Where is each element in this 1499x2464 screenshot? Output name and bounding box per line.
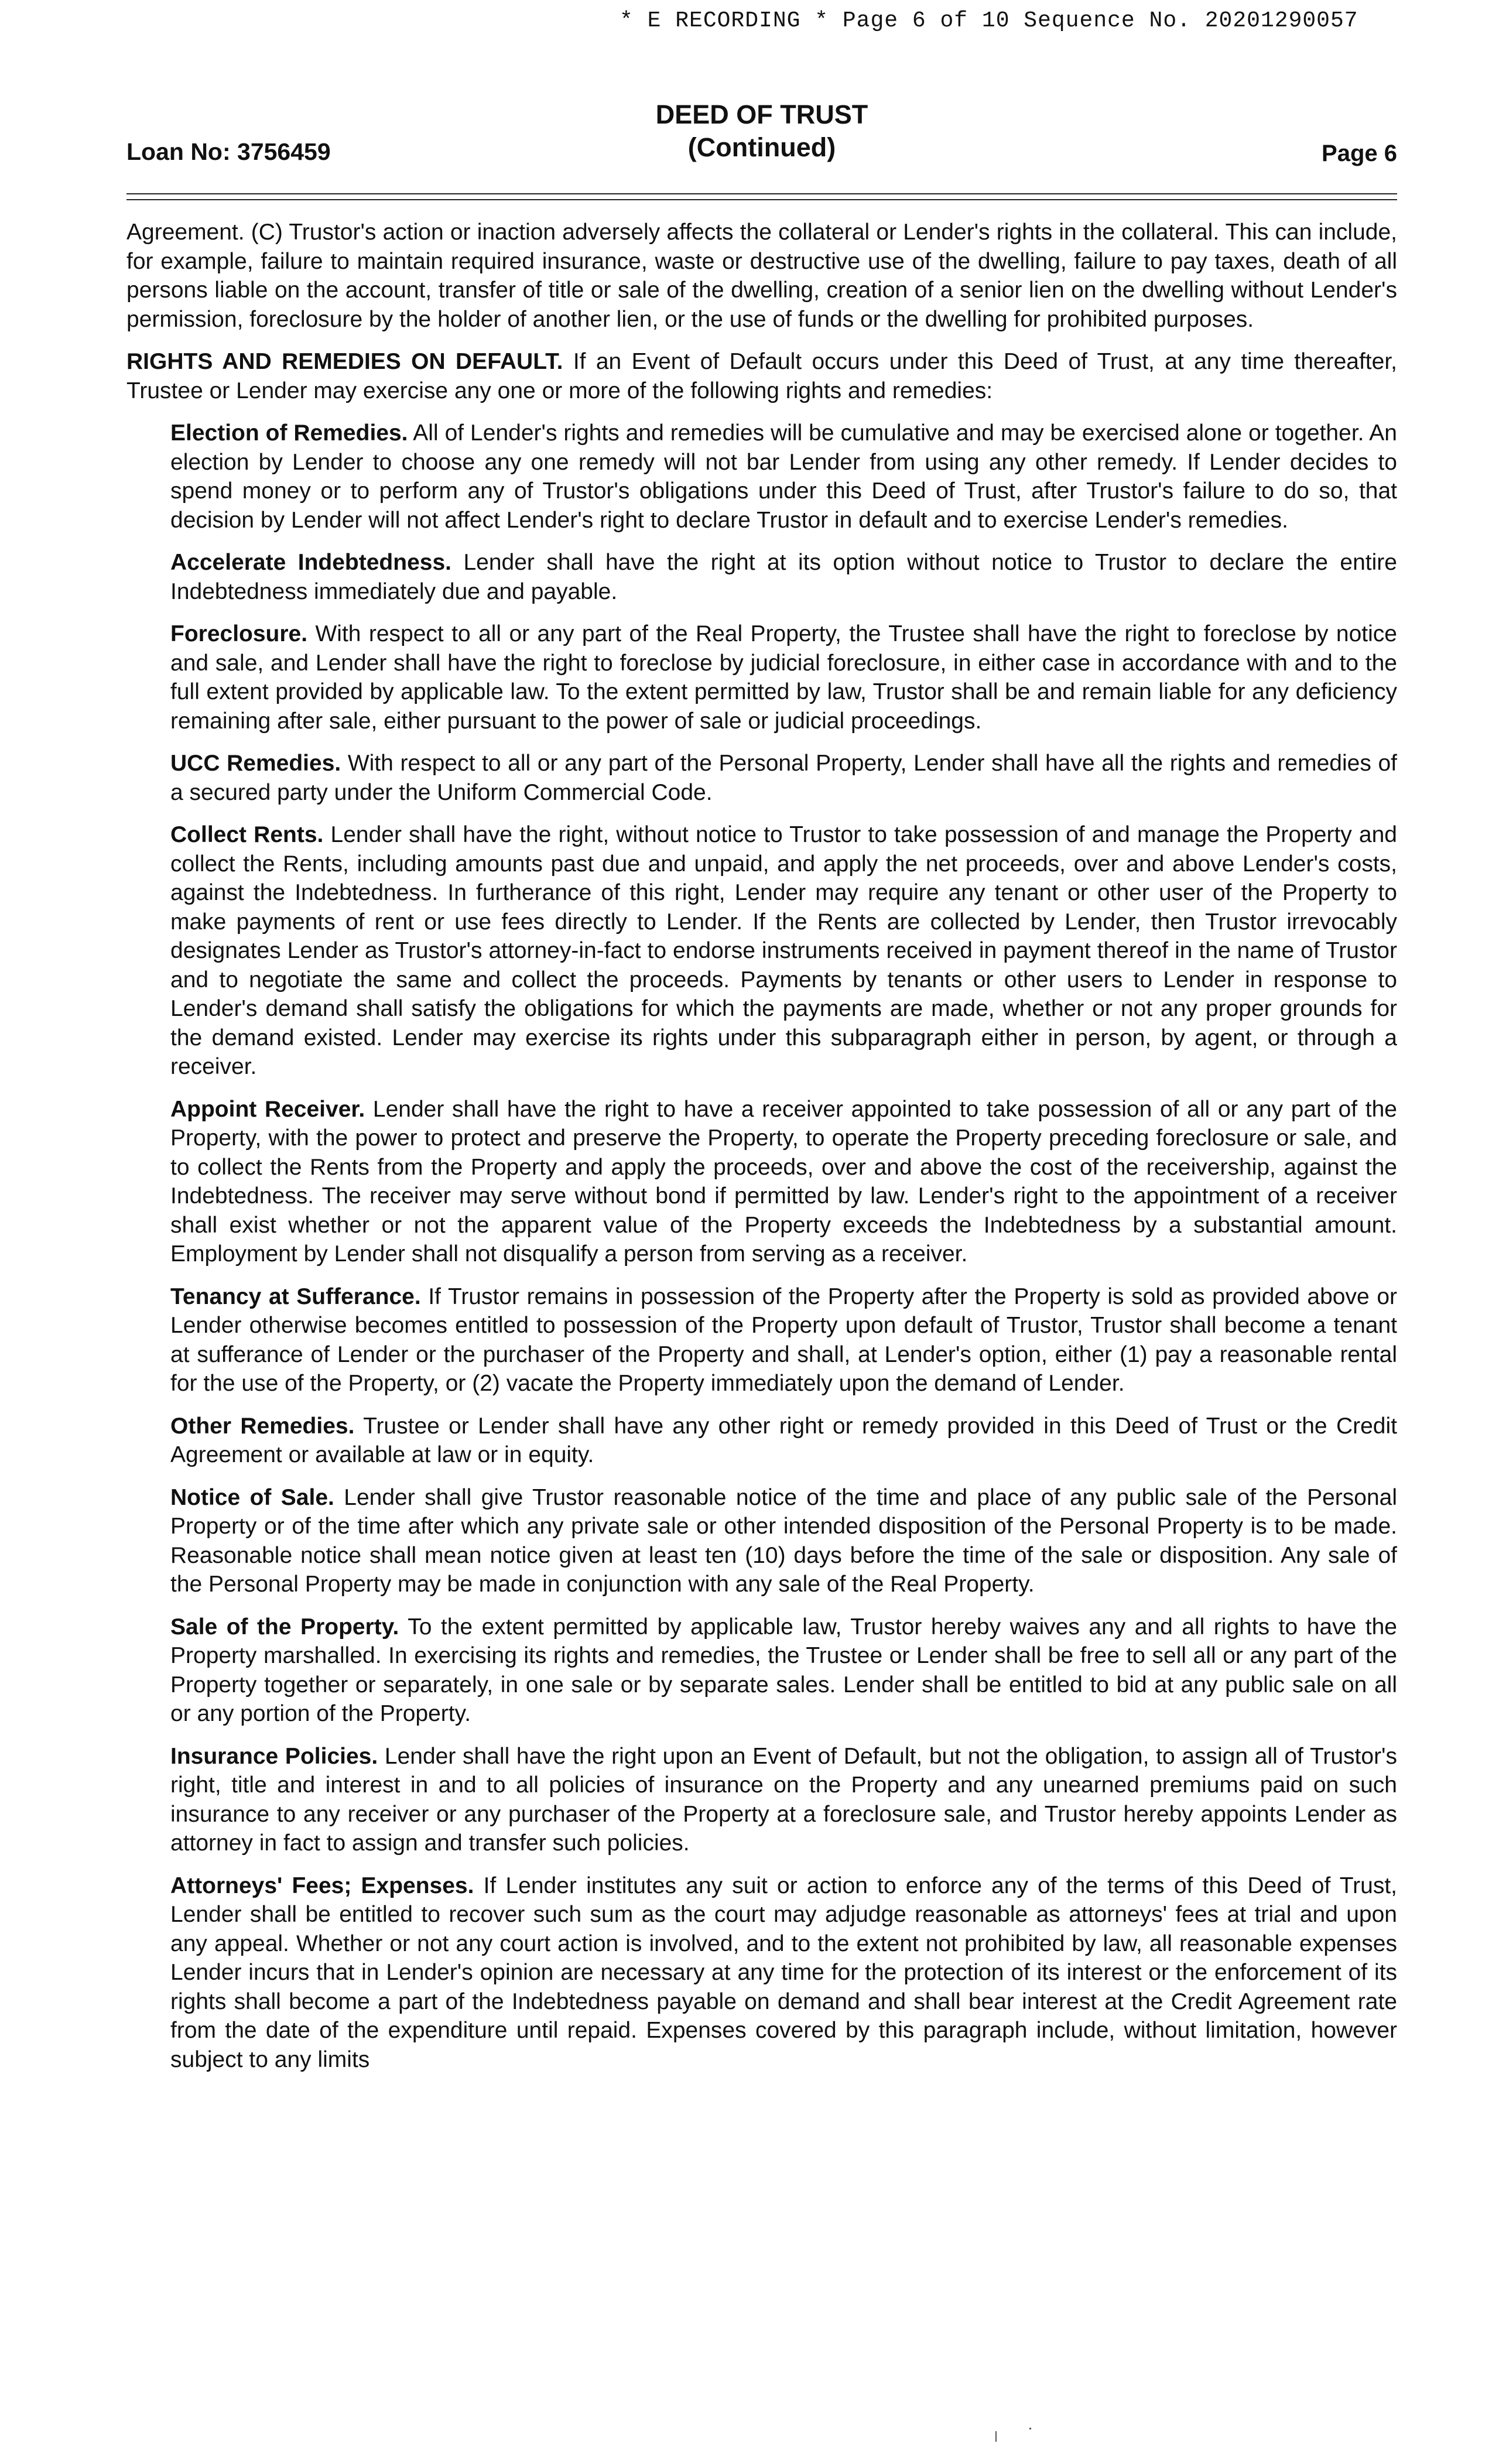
remedy-election-of-remedies: [170, 419, 1397, 535]
remedy-heading: Sale of the Property.: [170, 1614, 399, 1640]
document-body: [126, 218, 1397, 2087]
section-body: If an Event of Default occurs under this Deed of Trust, at any time thereafter, Trustee or Lender may exercise any one or more of the following rights and remedies:: [126, 349, 1397, 403]
remedy-body: If Lender institutes any suit or action to enforce any of the terms of this Deed of Trust, Lender shall be entitled to recover such sum as the court may adjudge reasonable as attorneys' fees at trial and upon any appeal. Whether or not any court action is involved, and to the extent not prohibited by law, all reasonable expenses Lender incurs that in Lender's opinion are necessary at any time for the protection of its interest or the enforcement of its rights shall become a part of the Indebtedness payable on demand and shall bear interest at the Credit Agreement rate from the date of the expenditure until repaid. Expenses covered by this paragraph include, without limitation, however subject to any limits: [170, 1873, 1397, 2072]
remedy-body: With respect to all or any part of the Real Property, the Trustee shall have the right to foreclose by notice and sale, and Lender shall have the right to foreclose by judicial foreclosure, in either case in accordance with and to the full extent provided by applicable law. To the extent permitted by law, Trustor shall be and remain liable for any deficiency remaining after sale, either pursuant to the power of sale or judicial proceedings.: [170, 621, 1397, 734]
remedy-body: Lender shall give Trustor reasonable notice of the time and place of any public sale of the Personal Property or of the time after which any private sale or other intended disposition of the Personal Property is to be made. Reasonable notice shall mean notice given at least ten (10) days before the time of the sale or disposition. Any sale of the Personal Property may be made in conjunction with any sale of the Real Property.: [170, 1484, 1397, 1597]
remedy-body: All of Lender's rights and remedies will be cumulative and may be exercised alone or together. An election by Lender to choose any one remedy will not bar Lender from using any other remedy. If Lender decides to spend money or to perform any of Trustor's obligations under this Deed of Trust, after Trustor's failure to do so, that decision by Lender will not affect Lender's right to declare Trustor in default and to exercise Lender's remedies.: [170, 420, 1397, 533]
remedy-heading: Notice of Sale.: [170, 1484, 334, 1510]
remedy-collect-rents: [170, 820, 1397, 1082]
scan-artifact: [1029, 2428, 1031, 2429]
document-title: DEED OF TRUST: [655, 100, 868, 129]
remedy-sale-of-the-property: [170, 1613, 1397, 1729]
rights-and-remedies-paragraph: [126, 347, 1397, 405]
recording-header: * E RECORDING * Page 6 of 10 Sequence No. 20201290057: [620, 8, 1358, 33]
scan-artifact: [995, 2431, 997, 2442]
page-number: Page 6: [1322, 141, 1397, 166]
remedy-heading: UCC Remedies.: [170, 751, 341, 776]
remedy-ucc-remedies: [170, 749, 1397, 807]
remedy-body: Lender shall have the right to have a receiver appointed to take possession of all or any part of the Property, with the power to protect and preserve the Property, to operate the Property preceding foreclosure or sale, and to collect the Rents from the Property and apply the proceeds, over and above the cost of the receivership, against the Indebtedness. The receiver may serve without bond if permitted by law. Lender's right to the appointment of a receiver shall exist whether or not the apparent value of the Property exceeds the Indebtedness by a substantial amount. Employment by Lender shall not disqualify a person from serving as a receiver.: [170, 1096, 1397, 1267]
remedy-appoint-receiver: [170, 1095, 1397, 1269]
remedy-heading: Attorneys' Fees; Expenses.: [170, 1873, 474, 1898]
remedy-heading: Accelerate Indebtedness.: [170, 550, 451, 575]
document-subtitle: (Continued): [687, 132, 836, 162]
remedy-body: To the extent permitted by applicable law, Trustor hereby waives any and all rights to have the Property marshalled. In exercising its rights and remedies, the Trustee or Lender shall be free to sell all or any part of the Property together or separately, in one sale or by separate sales. Lender shall be entitled to bid at any public sale on all or any portion of the Property.: [170, 1614, 1398, 1726]
remedy-foreclosure: [170, 620, 1397, 735]
section-heading: RIGHTS AND REMEDIES ON DEFAULT.: [126, 349, 563, 374]
remedy-body: With respect to all or any part of the Personal Property, Lender shall have all the rights and remedies of a secured party under the Uniform Commercial Code.: [170, 751, 1397, 805]
remedy-tenancy-at-sufferance: [170, 1282, 1397, 1398]
remedy-attorneys-fees-expenses: [170, 1871, 1397, 2075]
remedy-heading: Foreclosure.: [170, 621, 308, 646]
remedy-heading: Other Remedies.: [170, 1413, 355, 1439]
document-header: [126, 98, 1397, 174]
remedy-heading: Election of Remedies.: [170, 420, 408, 446]
continued-paragraph: Agreement. (C) Trustor's action or inaction adversely affects the collateral or Lender's rights in the collateral. This can include, for example, failure to maintain required insurance, waste or destructive use of the dwelling, failure to pay taxes, death of all persons liable on the account, transfer of title or sale of the dwelling, creation of a senior lien on the dwelling without Lender's permission, foreclosure by the holder of another lien, or the use of funds or the dwelling for prohibited purposes.: [126, 220, 1397, 332]
remedy-insurance-policies: [170, 1742, 1397, 1858]
header-rule-bottom: [126, 199, 1397, 200]
remedy-other-remedies: [170, 1412, 1397, 1470]
remedy-body: If Trustor remains in possession of the Property after the Property is sold as provided above or Lender otherwise becomes entitled to possession of the Property upon default of Trustor, Trustor shall become a tenant at sufferance of Lender or the purchaser of the Property and shall, at Lender's option, either (1) pay a reasonable rental for the use of the Property, or (2) vacate the Property immediately upon the demand of Lender.: [170, 1284, 1397, 1396]
header-rule-top: [126, 193, 1397, 194]
remedy-heading: Insurance Policies.: [170, 1743, 378, 1769]
remedy-heading: Appoint Receiver.: [170, 1096, 365, 1122]
remedy-accelerate-indebtedness: [170, 548, 1397, 606]
remedy-body: Lender shall have the right at its option without notice to Trustor to declare the entire Indebtedness immediately due and payable.: [170, 550, 1397, 604]
remedy-body: Lender shall have the right upon an Event of Default, but not the obligation, to assign all of Trustor's right, title and interest in and to all policies of insurance on the Property and any unearned premiums paid on such insurance to any receiver or any purchaser of the Property at a foreclosure sale, and Trustor hereby appoints Lender as attorney in fact to assign and transfer such policies.: [170, 1743, 1397, 1856]
remedy-heading: Collect Rents.: [170, 822, 324, 847]
loan-number: Loan No: 3756459: [126, 138, 331, 165]
document-title-block: [126, 98, 1397, 164]
remedy-body: Trustee or Lender shall have any other right or remedy provided in this Deed of Trust or the Credit Agreement or available at law or in equity.: [170, 1413, 1397, 1467]
remedy-notice-of-sale: [170, 1483, 1397, 1599]
remedy-heading: Tenancy at Sufferance.: [170, 1284, 421, 1309]
remedy-body: Lender shall have the right, without notice to Trustor to take possession of and manage the Property and collect the Rents, including amounts past due and unpaid, and apply the net proceeds, over and above Lender's costs, against the Indebtedness. In furtherance of this right, Lender may require any tenant or other user of the Property to make payments of rent or use fees directly to Lender. If the Rents are collected by Lender, then Trustor irrevocably designates Lender as Trustor's attorney-in-fact to endorse instruments received in payment thereof in the name of Trustor and to negotiate the same and collect the proceeds. Payments by tenants or other users to Lender in response to Lender's demand shall satisfy the obligations for which the payments are made, whether or not any proper grounds for the demand existed. Lender may exercise its rights under this subparagraph either in person, by agent, or through a receiver.: [170, 822, 1397, 1079]
